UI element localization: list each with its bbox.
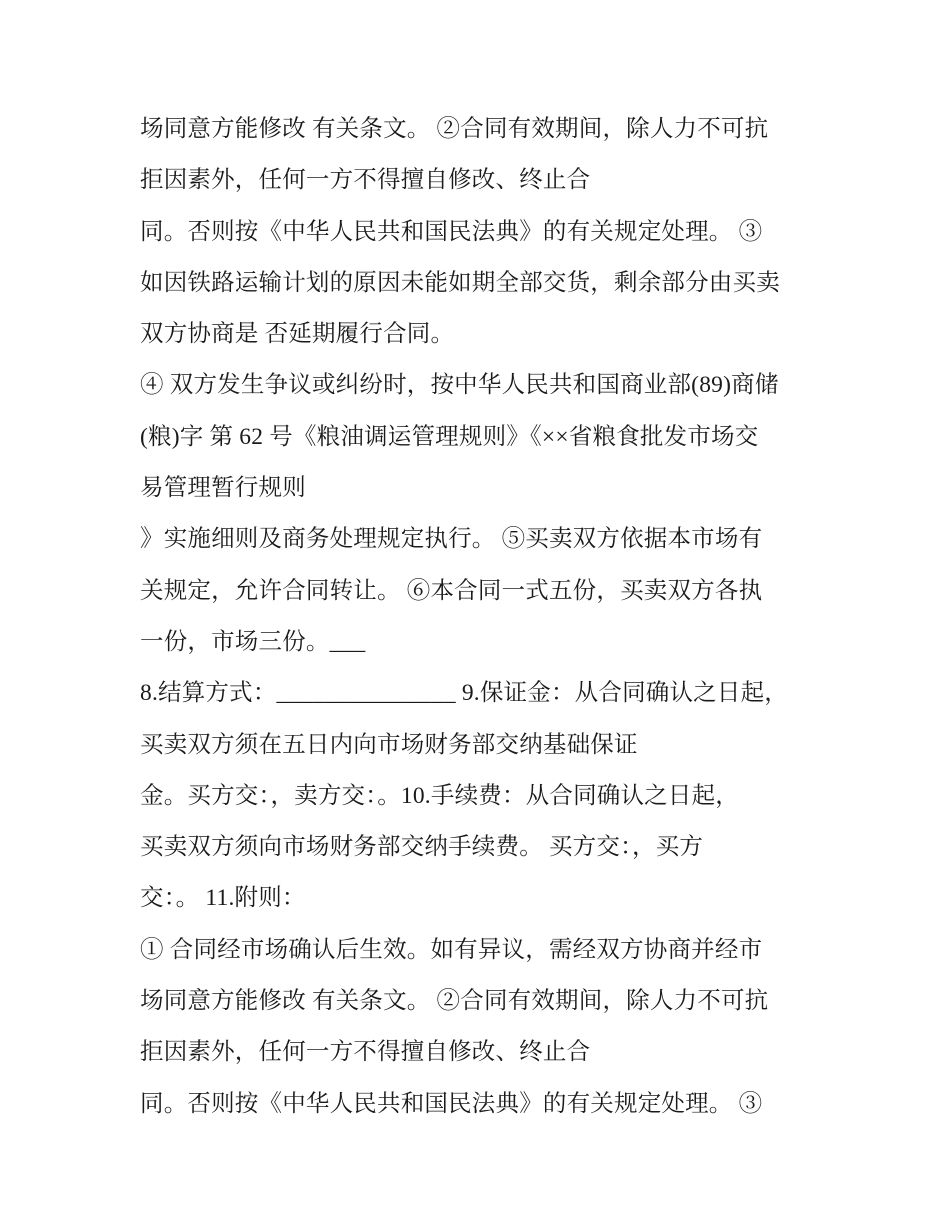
text-line-14: 金。买方交：，卖方交：。10.手续费：从合同确认之日起，	[140, 782, 739, 809]
text-line-8: 易管理暂行规则	[140, 475, 306, 502]
text-line-12: 8.结算方式：_______________ 9.保证金：从合同确认之日起，	[140, 680, 788, 707]
text-line-13: 买卖双方须在五日内向市场财务部交纳基础保证	[140, 731, 638, 758]
text-line-2: 拒因素外，任何一方不得擅自修改、终止合	[140, 167, 591, 194]
text-line-1: 场同意方能修改 有关条文。 ②合同有效期间，除人力不可抗	[140, 116, 769, 142]
text-line-10: 关规定，允许合同转让。 ⑥本合同一式五份，买卖双方各执	[140, 577, 763, 604]
contract-text-block	[140, 104, 840, 1130]
text-line-7: (粮)字 第 62 号《粮油调运管理规则》《××省粮食批发市场交	[140, 423, 759, 450]
text-line-9: 》实施细则及商务处理规定执行。 ⑤买卖双方依据本市场有	[140, 526, 763, 553]
text-line-18: 场同意方能修改 有关条文。 ②合同有效期间，除人力不可抗	[140, 988, 769, 1015]
text-line-3: 同。否则按《中华人民共和国民法典》的有关规定处理。 ③	[140, 218, 763, 245]
text-line-19: 拒因素外，任何一方不得擅自修改、终止合	[140, 1039, 591, 1066]
text-line-6: ④ 双方发生争议或纠纷时，按中华人民共和国商业部(89)商储	[140, 372, 779, 399]
text-line-4: 如因铁路运输计划的原因未能如期全部交货，剩余部分由买卖	[140, 269, 780, 296]
text-line-5: 双方协商是 否延期履行合同。	[140, 321, 455, 348]
text-line-17: ① 合同经市场确认后生效。如有异议，需经双方协商并经市	[140, 936, 763, 963]
text-line-11: 一份，市场三份。___	[140, 628, 366, 655]
text-line-15: 买卖双方须向市场财务部交纳手续费。 买方交：，买方	[140, 834, 704, 861]
text-line-16: 交：。 11.附则：	[140, 885, 306, 912]
text-line-20: 同。否则按《中华人民共和国民法典》的有关规定处理。 ③	[140, 1090, 763, 1117]
